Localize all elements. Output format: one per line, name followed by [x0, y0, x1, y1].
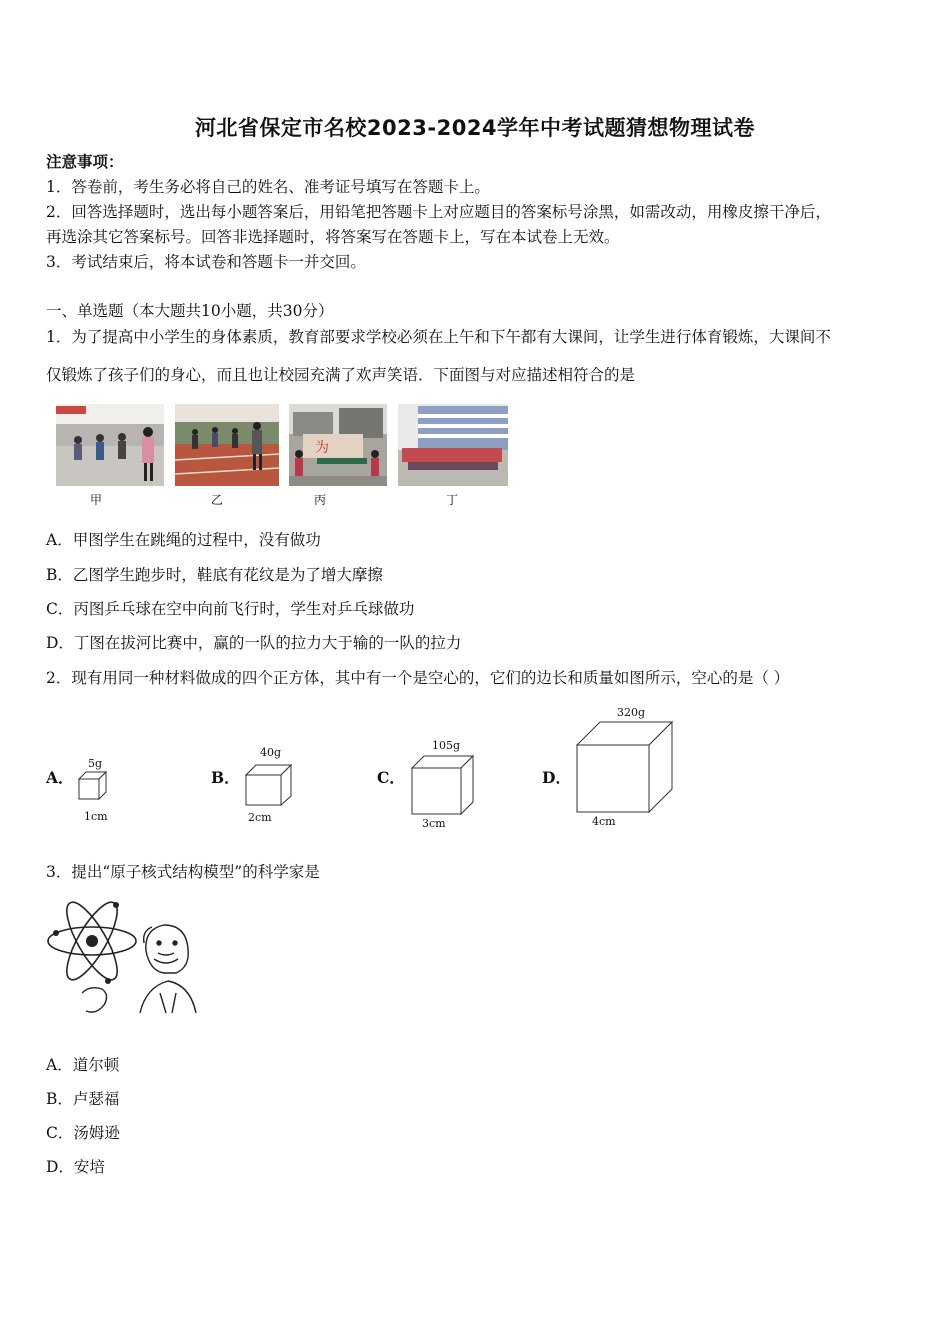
photo-ding — [398, 404, 508, 486]
cube-a-edge: 1cm — [84, 810, 108, 823]
q3-option-d: D．安培 — [46, 1158, 105, 1176]
atom-scientist-illustration — [46, 893, 198, 1019]
photo-label-bing: 丙 — [313, 493, 326, 507]
svg-text:为: 为 — [315, 440, 329, 456]
cube-a-mass: 5g — [88, 757, 103, 770]
section-heading: 一、单选题（本大题共10小题，共30分） — [46, 302, 334, 320]
cube-b — [245, 763, 293, 807]
notice-item: 2．回答选择题时，选出每小题答案后，用铅笔把答题卡上对应题目的答案标号涂黑，如需改动，用橡皮擦干净后， — [46, 203, 831, 221]
q3-option-a: A．道尔顿 — [46, 1056, 120, 1074]
cube-b-edge: 2cm — [248, 811, 272, 824]
q1-option-b: B．乙图学生跑步时，鞋底有花纹是为了增大摩擦 — [46, 566, 383, 584]
cube-d — [576, 721, 674, 813]
notice-item: 再选涂其它答案标号。回答非选择题时，将答案写在答题卡上，写在本试卷上无效。 — [46, 228, 620, 246]
notice-item: 3．考试结束后，将本试卷和答题卡一并交回。 — [46, 253, 366, 271]
q1-option-c: C．丙图乒乓球在空中向前飞行时，学生对乒乓球做功 — [46, 600, 415, 618]
cube-d-edge: 4cm — [592, 815, 616, 828]
q2-option-c-letter: C． — [377, 768, 405, 787]
q2-stem: 2．现有用同一种材料做成的四个正方体，其中有一个是空心的，它们的边长和质量如图所示，空心的是（ ） — [46, 669, 790, 687]
cube-c-edge: 3cm — [422, 817, 446, 830]
notice-heading: 注意事项： — [46, 152, 124, 171]
cube-a — [78, 770, 110, 802]
photo-bing — [289, 404, 387, 486]
q1-option-d: D．丁图在拔河比赛中，赢的一队的拉力大于输的一队的拉力 — [46, 634, 462, 652]
q1-stem-line2: 仅锻炼了孩子们的身心，而且也让校园充满了欢声笑语．下面图与对应描述相符合的是 — [46, 366, 636, 384]
q1-stem-line1: 1．为了提高中小学生的身体素质，教育部要求学校必须在上午和下午都有大课间，让学生进行体育锻炼，大课间不 — [46, 328, 831, 346]
notice-item: 1．答卷前，考生务必将自己的姓名、准考证号填写在答题卡上。 — [46, 178, 490, 196]
q3-option-b: B．卢瑟福 — [46, 1090, 120, 1108]
photo-label-ding: 丁 — [445, 493, 458, 507]
cube-b-mass: 40g — [260, 746, 282, 759]
page-title: 河北省保定市名校2023-2024学年中考试题猜想物理试卷 — [194, 116, 756, 140]
photo-yi — [175, 404, 279, 486]
q3-option-c: C．汤姆逊 — [46, 1124, 120, 1142]
q2-option-b-letter: B． — [211, 768, 240, 787]
cube-d-mass: 320g — [617, 706, 646, 719]
photo-label-yi: 乙 — [210, 493, 223, 507]
cube-c-mass: 105g — [432, 739, 461, 752]
photo-label-jia: 甲 — [89, 493, 102, 507]
q3-stem: 3．提出“原子核式结构模型”的科学家是 — [46, 863, 320, 881]
photo-jia — [56, 404, 164, 486]
cube-c — [411, 754, 475, 816]
q2-option-a-letter: A． — [46, 768, 74, 787]
q2-option-d-letter: D． — [542, 768, 571, 787]
q1-option-a: A．甲图学生在跳绳的过程中，没有做功 — [46, 531, 321, 549]
